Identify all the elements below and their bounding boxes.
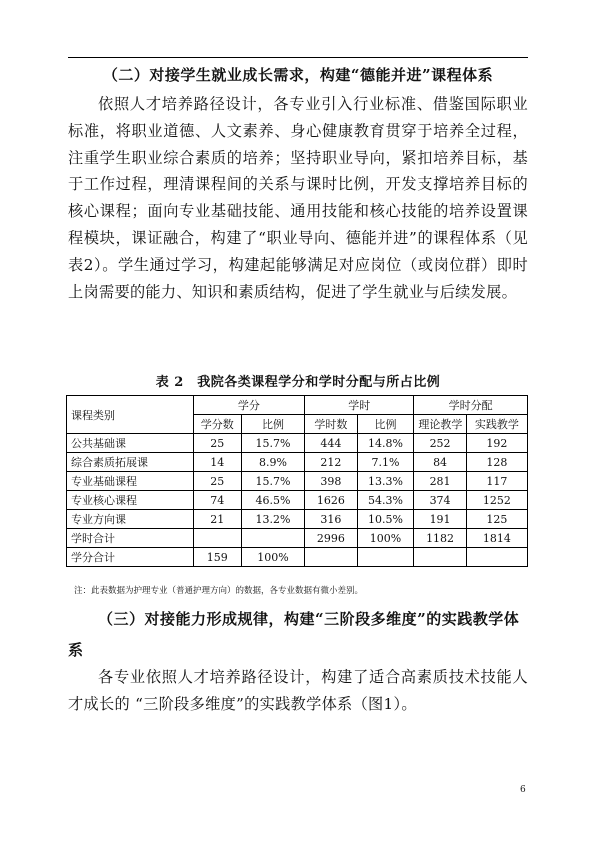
table-row	[67, 453, 528, 472]
header-category: 课程类别	[67, 396, 194, 434]
row-theory: 374	[414, 491, 466, 510]
row-hours: 1626	[305, 491, 357, 510]
empty-cell	[414, 548, 466, 567]
table-row	[67, 434, 528, 453]
row-theory: 252	[414, 434, 466, 453]
row-hours: 398	[305, 472, 357, 491]
credit-total-value: 159	[193, 548, 241, 567]
row-practice: 128	[466, 453, 527, 472]
hours-total-pct: 100%	[357, 529, 414, 548]
row-hours: 316	[305, 510, 357, 529]
empty-cell	[466, 548, 527, 567]
row-practice: 1252	[466, 491, 527, 510]
row-hours-pct: 10.5%	[357, 510, 414, 529]
credit-total-row	[67, 548, 528, 567]
row-hours-pct: 13.3%	[357, 472, 414, 491]
section2-heading: （二）对接学生就业成长需求，构建“德能并进”课程体系	[102, 66, 494, 84]
header-credit: 学分	[193, 396, 304, 415]
row-credit-pct: 15.7%	[241, 434, 304, 453]
row-theory: 84	[414, 453, 466, 472]
row-hours: 212	[305, 453, 357, 472]
empty-cell	[357, 548, 414, 567]
row-credit-pct: 8.9%	[241, 453, 304, 472]
subheader-practice: 实践教学	[466, 415, 527, 434]
subheader-credit-count: 学分数	[193, 415, 241, 434]
section3-paragraph: 各专业依照人才培养路径设计，构建了适合高素质技术技能人才成长的 “三阶段多维度”的实践教学体系（图1）。	[68, 668, 528, 713]
empty-cell	[193, 529, 241, 548]
row-credit-pct: 15.7%	[241, 472, 304, 491]
row-credits: 25	[193, 434, 241, 453]
row-hours-pct: 54.3%	[357, 491, 414, 510]
hours-total-row	[67, 529, 528, 548]
row-theory: 281	[414, 472, 466, 491]
subheader-hours-count: 学时数	[305, 415, 357, 434]
table-header-row	[67, 396, 528, 415]
subheader-hours-ratio: 比例	[357, 415, 414, 434]
row-practice: 117	[466, 472, 527, 491]
subheader-credit-ratio: 比例	[241, 415, 304, 434]
row-credits: 25	[193, 472, 241, 491]
hours-total-theory: 1182	[414, 529, 466, 548]
row-name: 专业核心课程	[67, 491, 194, 510]
row-practice: 125	[466, 510, 527, 529]
table-row	[67, 472, 528, 491]
table-row	[67, 510, 528, 529]
row-theory: 191	[414, 510, 466, 529]
table-note: 注：此表数据为护理专业（普通护理方向）的数据，各专业数据有微小差别。	[74, 586, 364, 596]
row-name: 综合素质拓展课	[67, 453, 194, 472]
row-credits: 74	[193, 491, 241, 510]
empty-cell	[305, 548, 357, 567]
table-caption: 表 2 我院各类课程学分和学时分配与所占比例	[155, 375, 441, 390]
header-allocation: 学时分配	[414, 396, 528, 415]
credit-total-pct: 100%	[241, 548, 304, 567]
subheader-theory: 理论教学	[414, 415, 466, 434]
row-credits: 21	[193, 510, 241, 529]
row-hours-pct: 7.1%	[357, 453, 414, 472]
row-practice: 192	[466, 434, 527, 453]
row-hours-pct: 14.8%	[357, 434, 414, 453]
row-credit-pct: 13.2%	[241, 510, 304, 529]
row-name: 专业基础课程	[67, 472, 194, 491]
header-hours: 学时	[305, 396, 414, 415]
row-hours: 444	[305, 434, 357, 453]
hours-total-label: 学时合计	[67, 529, 194, 548]
header-rule	[68, 57, 528, 58]
hours-total-practice: 1814	[466, 529, 527, 548]
row-name: 专业方向课	[67, 510, 194, 529]
empty-cell	[241, 529, 304, 548]
credit-total-label: 学分合计	[67, 548, 194, 567]
hours-total-value: 2996	[305, 529, 357, 548]
page-number: 6	[520, 785, 526, 795]
section3-heading: （三）对接能力形成规律，构建“三阶段多维度”的实践教学体系	[68, 610, 520, 659]
row-credit-pct: 46.5%	[241, 491, 304, 510]
row-name: 公共基础课	[67, 434, 194, 453]
table-row	[67, 491, 528, 510]
row-credits: 14	[193, 453, 241, 472]
course-credit-table	[66, 395, 528, 567]
section2-paragraph: 依照人才培养路径设计，各专业引入行业标准、借鉴国际职业标准，将职业道德、人文素养、身心健康教育贯穿于培养全过程，注重学生职业综合素质的培养；坚持职业导向，紧扣培养目标，基于工作过程，理清课程间的关系与课时比例，开发支撑培养目标的核心课程；面向专业基础技能、通用技能和核心技能的培养设置课程模块，课证融合，构建了“职业导向、德能并进”的课程体系（见表2）。学生通过学习，构建起能够满足对应岗位（或岗位群）即时上岗需要的能力、知识和素质结构，促进了学生就业与后续发展。	[68, 95, 528, 301]
